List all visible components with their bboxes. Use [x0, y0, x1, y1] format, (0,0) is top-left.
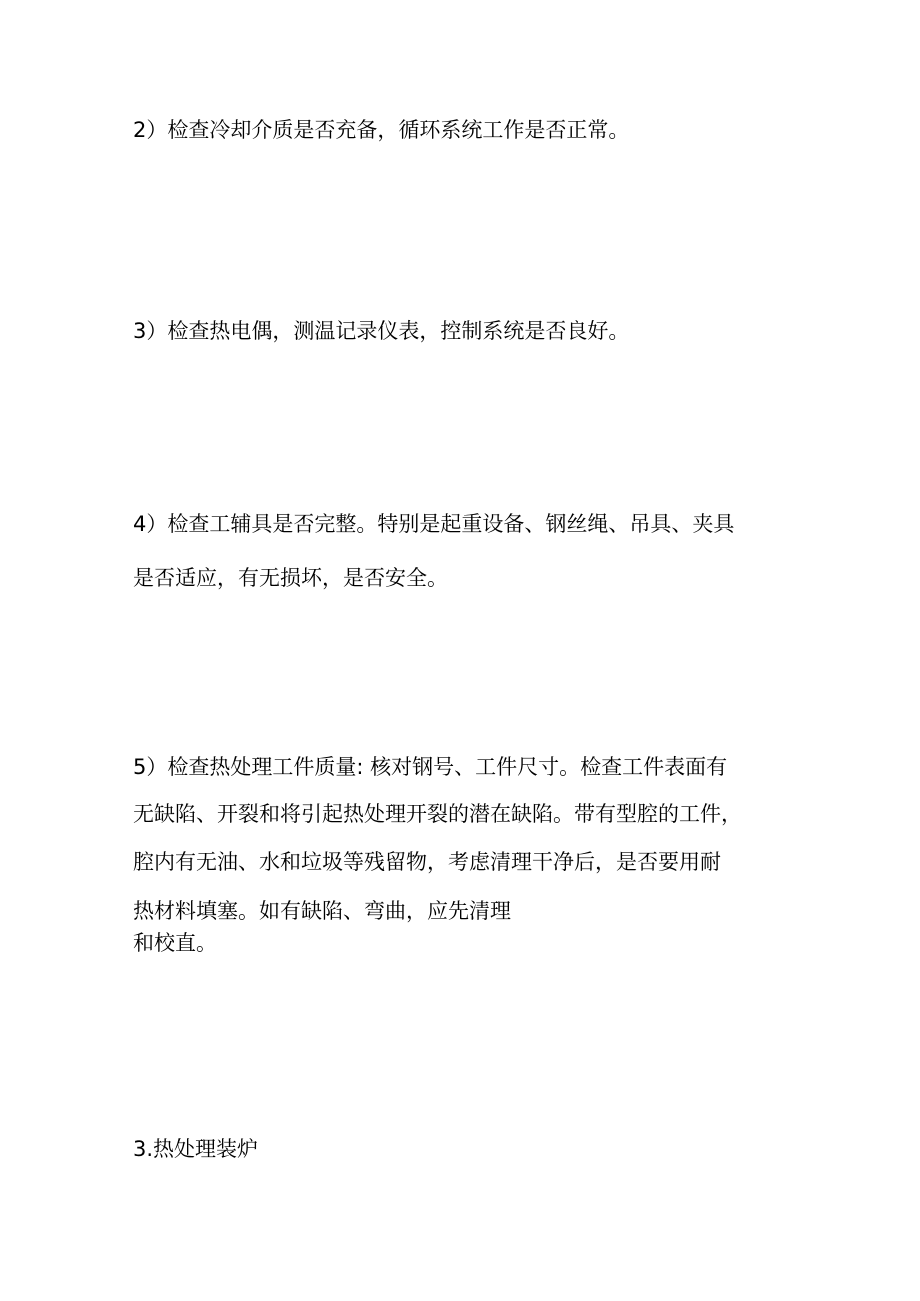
paragraph-line: 2）检查冷却介质是否充备，循环系统工作是否正常。: [133, 118, 630, 142]
paragraph-item-3: [133, 321, 793, 342]
paragraph-line: 热材料填塞。如有缺陷、弯曲，应先清理: [133, 899, 511, 923]
paragraph-line: 和校直。: [133, 931, 217, 955]
paragraph-item-2: [133, 120, 793, 141]
paragraph-line: 5）检查热处理工件质量: 核对钢号、工件尺寸。检查工件表面有: [133, 755, 728, 779]
paragraph-line: 是否适应，有无损坏，是否安全。: [133, 566, 448, 590]
section-heading-text: 3.热处理装炉: [133, 1137, 259, 1161]
section-heading: [133, 1139, 793, 1160]
paragraph-line: 3）检查热电偶，测温记录仪表，控制系统是否良好。: [133, 319, 630, 343]
paragraph-line: 无缺陷、开裂和将引起热处理开裂的潜在缺陷。带有型腔的工件，: [133, 802, 742, 826]
paragraph-line: 4）检查工辅具是否完整。特别是起重设备、钢丝绳、吊具、夹具: [133, 512, 735, 536]
paragraph-line: 腔内有无油、水和垃圾等残留物，考虑清理干净后，是否要用耐: [133, 850, 721, 874]
